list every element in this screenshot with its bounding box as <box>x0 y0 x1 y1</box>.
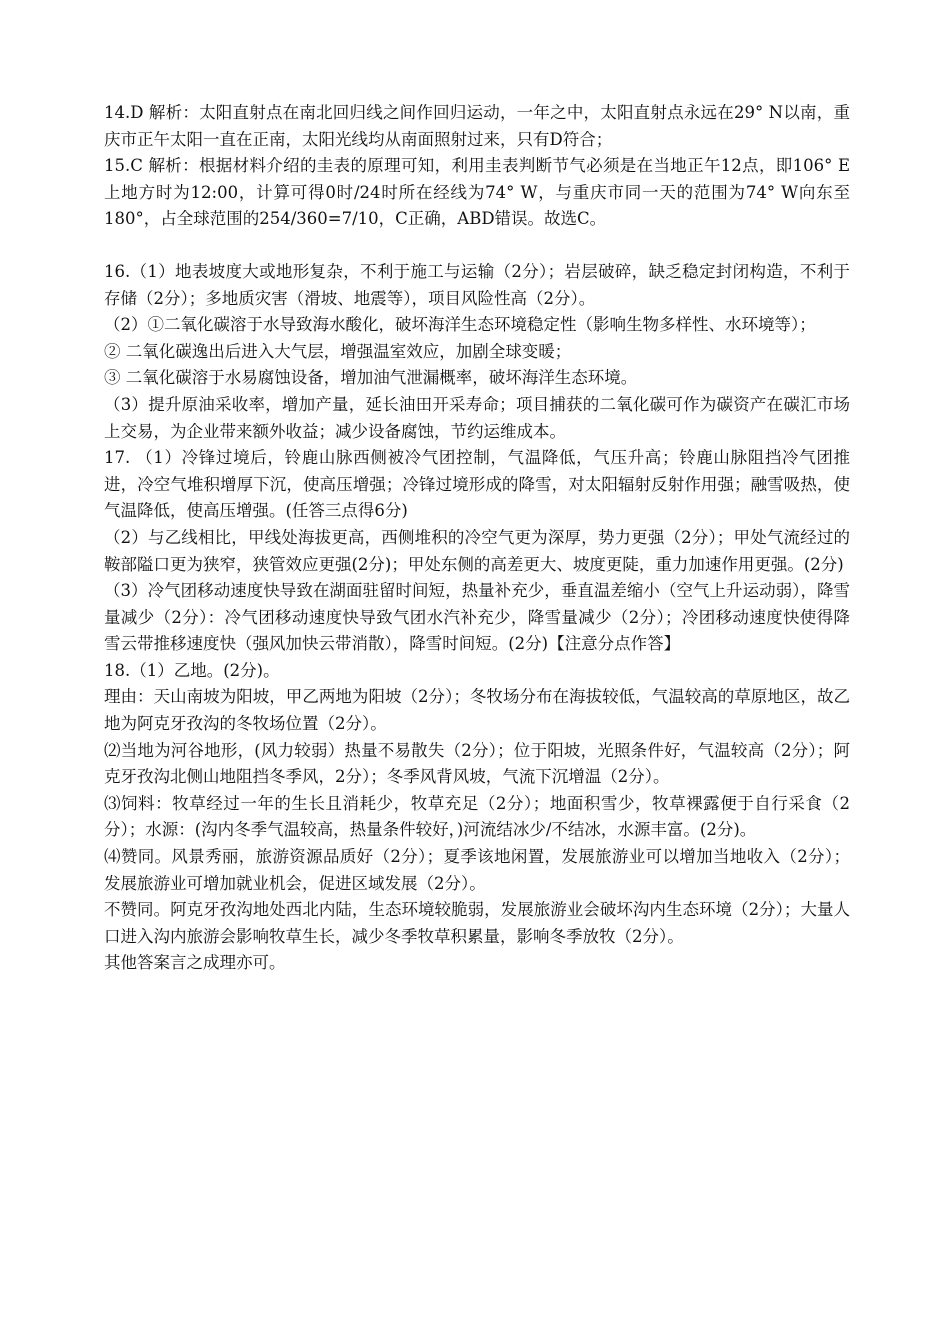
answer-16-part2-point2: ② 二氧化碳逸出后进入大气层，增强温室效应，加剧全球变暖； <box>104 341 572 361</box>
answer-17-part1: 17. （1）冷锋过境后，铃鹿山脉西侧被冷气团控制，气温降低，气压升高；铃鹿山脉阻挡冷气团推进，冷空气堆积增厚下沉，使高压增强；冷锋过境形成的降雪，对太阳辐射反射作用强；融雪吸热，使气温降低，使高压增强。(任答三点得6分) <box>104 448 850 521</box>
answer-16-part2-point3: ③ 二氧化碳溶于水易腐蚀设备，增加油气泄漏概率，破坏海洋生态环境。 <box>104 368 638 388</box>
answer-14: 14.D 解析：太阳直射点在南北回归线之间作回归运动，一年之中，太阳直射点永远在29° N以南，重庆市正午太阳一直在正南，太阳光线均从南面照射过来，只有D符合； <box>104 103 850 149</box>
answer-17-part2: （2）与乙线相比，甲线处海拔更高，西侧堆积的冷空气更为深厚，势力更强（2分）；甲处气流经过的鞍部隘口更为狭窄，狭管效应更强(2分)；甲处东侧的高差更大、坡度更陡，重力加速作用更强。(2分) <box>104 527 850 574</box>
answer-16-part2: （2）①二氧化碳溶于水导致海水酸化，破坏海洋生态环境稳定性（影响生物多样性、水环境等）； <box>104 315 816 335</box>
answer-18-reason: 理由：天山南坡为阳坡，甲乙两地为阳坡（2分）；冬牧场分布在海拔较低，气温较高的草原地区，故乙地为阿克牙孜沟的冬牧场位置（2分）。 <box>104 687 850 734</box>
answer-note: 其他答案言之成理亦可。 <box>104 953 286 973</box>
answer-18-part3: ⑶饲料：牧草经过一年的生长且消耗少，牧草充足（2分）；地面积雪少，牧草裸露便于自行采食（2分）；水源：(沟内冬季气温较高，热量条件较好，)河流结冰少/不结冰，水源丰富。(2分)。 <box>104 793 850 840</box>
answer-18-part4-agree: ⑷赞同。风景秀丽，旅游资源品质好（2分）；夏季该地闲置，发展旅游业可以增加当地收入（2分）；发展旅游业可增加就业机会，促进区域发展（2分）。 <box>104 847 850 893</box>
answer-18-part1: 18.（1）乙地。(2分)。 <box>104 660 280 680</box>
answer-18-part4-disagree: 不赞同。阿克牙孜沟地处西北内陆，生态环境较脆弱，发展旅游业会破坏沟内生态环境（2分）；大量人口进入沟内旅游会影响牧草生长，减少冬季牧草积累量，影响冬季放牧（2分）。 <box>104 900 850 946</box>
answer-18-part2: ⑵当地为河谷地形，(风力较弱）热量不易散失（2分）；位于阳坡，光照条件好，气温较高（2分）；阿克牙孜沟北侧山地阻挡冬季风，2分）；冬季风背风坡，气流下沉增温（2分）。 <box>104 740 850 787</box>
answer-15: 15.C 解析：根据材料介绍的圭表的原理可知，利用圭表判断节气必须是在当地正午12点，即106° E上地方时为12:00，计算可得0时/24时所在经线为74° W，与重庆市同一天的范围为74° W向东至180°，占全球范围的254/360=7/10，C正确，ABD错误。故选C。 <box>104 156 850 229</box>
section-gap <box>104 233 850 259</box>
answer-16-part3: （3）提升原油采收率，增加产量，延长油田开采寿命；项目捕获的二氧化碳可作为碳资产在碳汇市场上交易，为企业带来额外收益；减少设备腐蚀，节约运维成本。 <box>104 394 850 441</box>
answer-16-part1: 16.（1）地表坡度大或地形复杂，不利于施工与运输（2分）；岩层破碎，缺乏稳定封闭构造，不利于存储（2分）；多地质灾害（滑坡、地震等），项目风险性高（2分）。 <box>104 261 850 308</box>
answer-17-part3: （3）冷气团移动速度快导致在湖面驻留时间短，热量补充少，垂直温差缩小（空气上升运动弱），降雪量减少（2分）：冷气团移动速度快导致气团水汽补充少，降雪量减少（2分）；冷团移动速度快使得降雪云带推移速度快（强风加快云带消散），降雪时间短。(2分)【注意分点作答】 <box>104 581 850 654</box>
answer-document <box>104 100 850 977</box>
